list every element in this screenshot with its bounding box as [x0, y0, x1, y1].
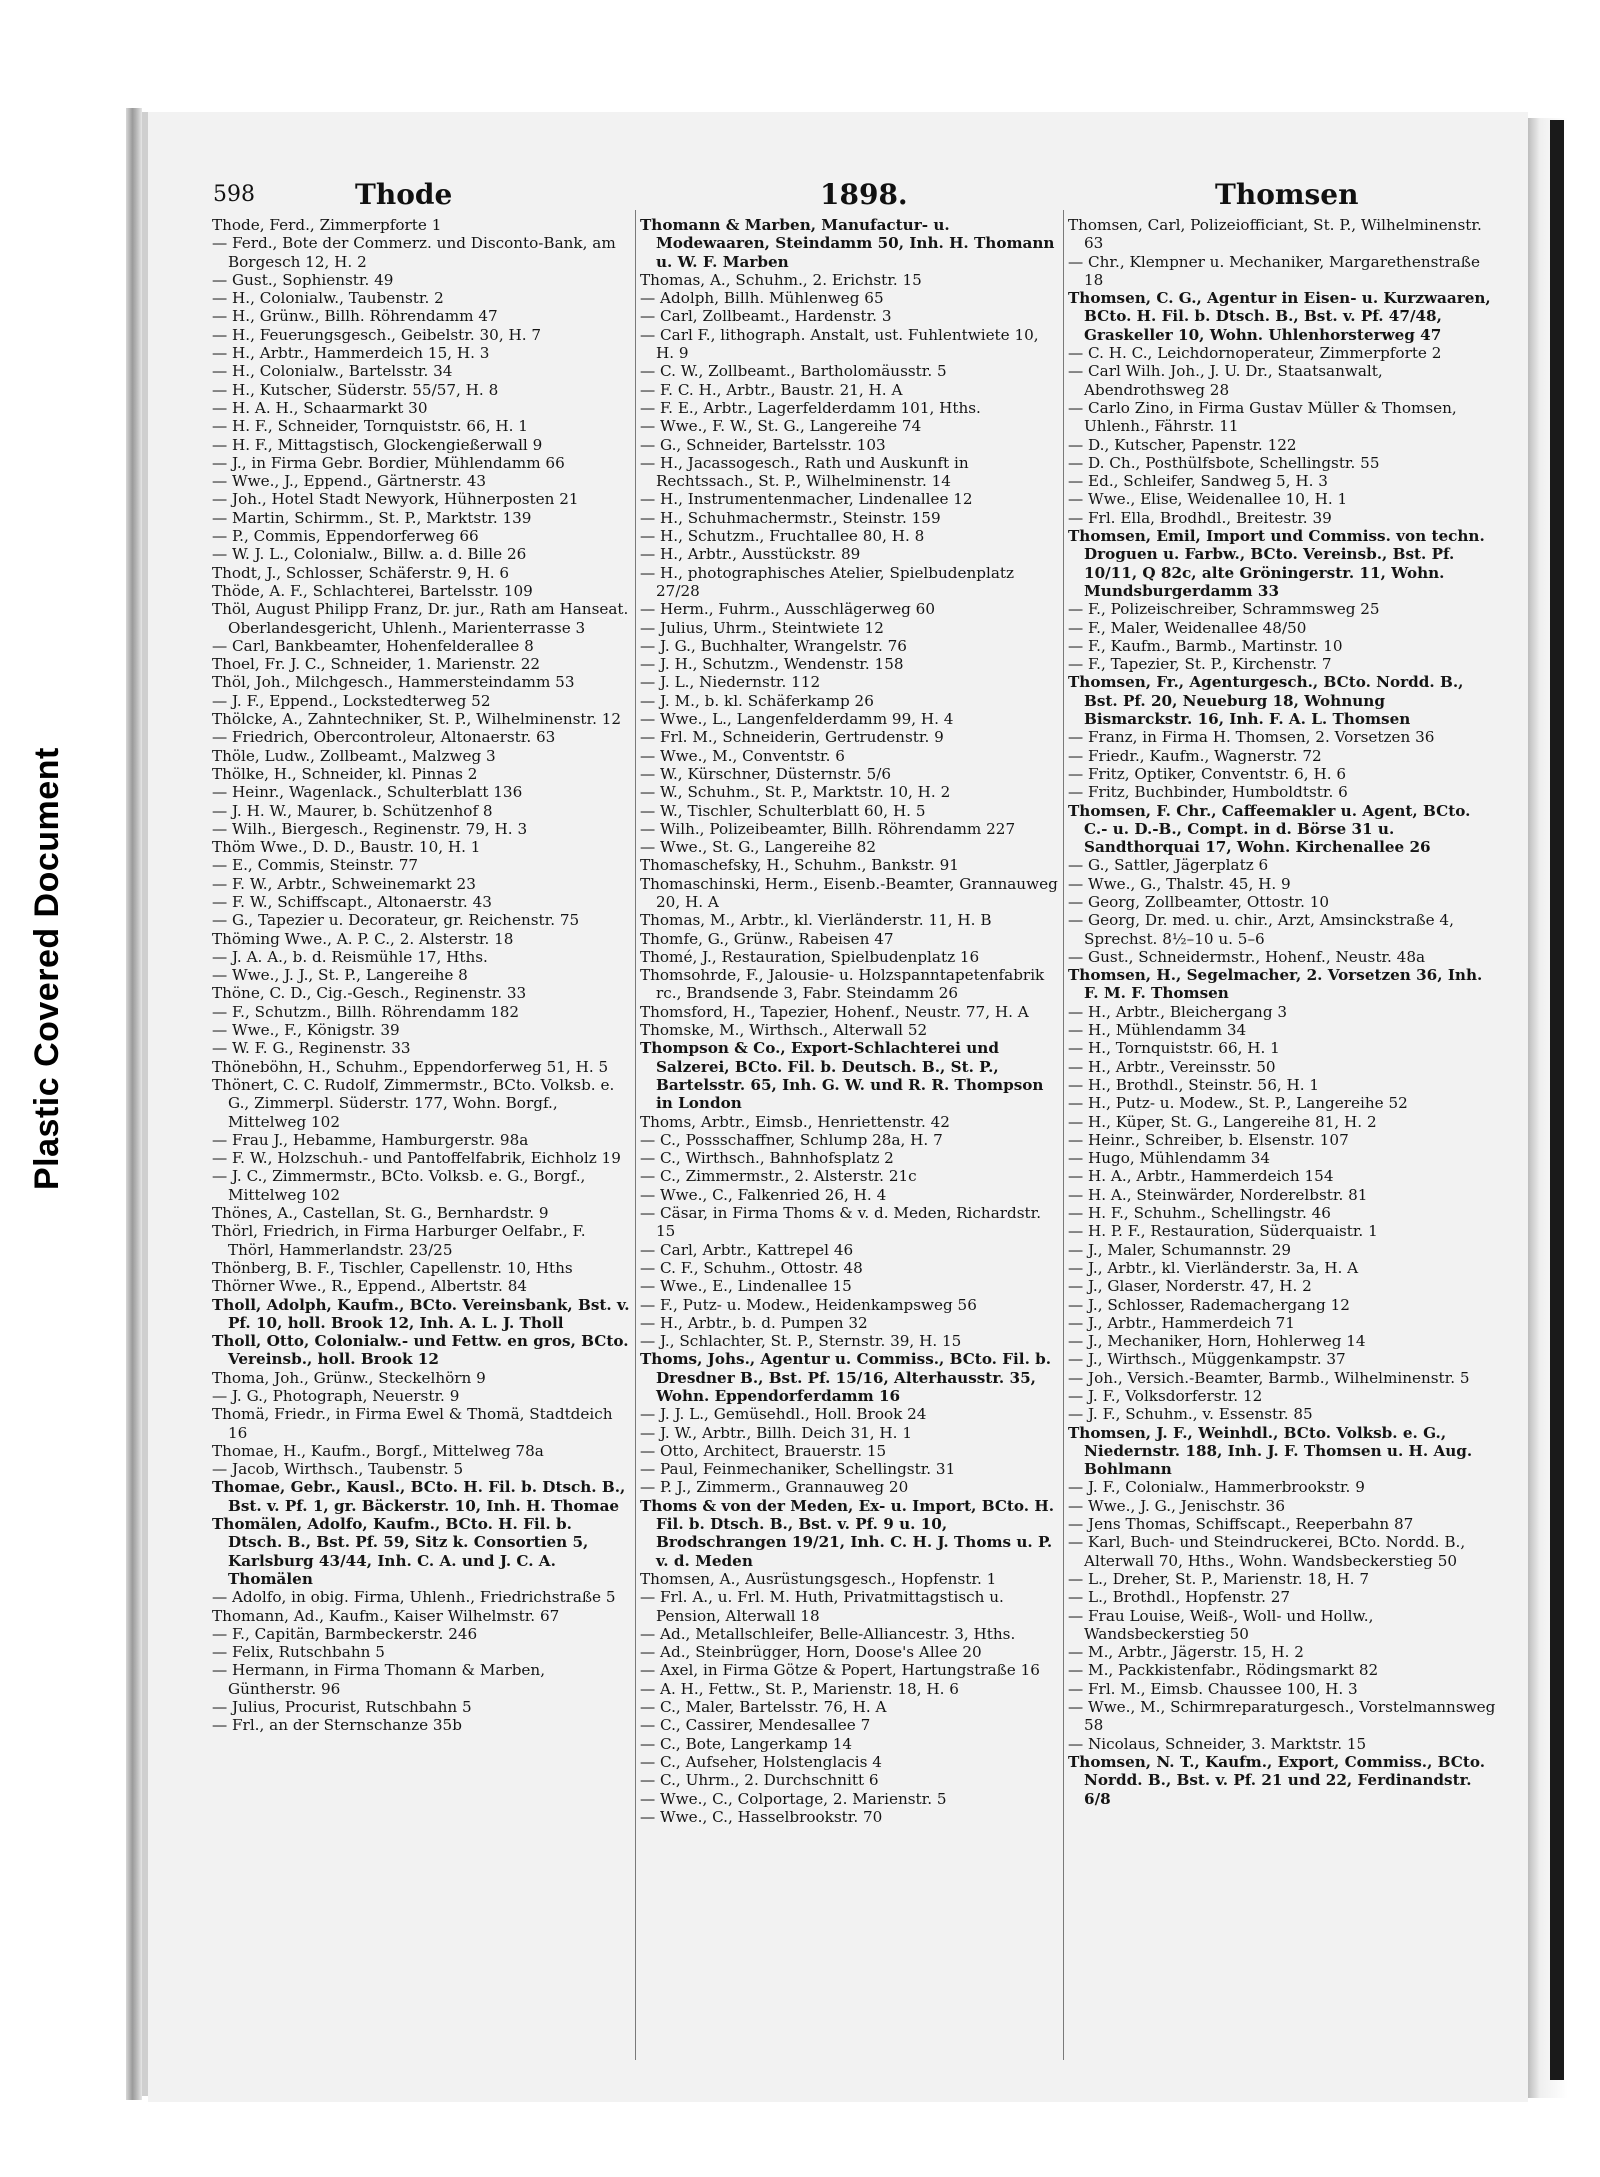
- directory-entry: — C., Aufseher, Holstenglacis 4: [640, 1752, 882, 1771]
- directory-entry: Thoms & von der Meden, Ex- u. Import, BCto. H. Fil. b. Dtsch. B., Bst. v. Pf. 9 u. 10, Brodschrangen 19/21, Inh. C. H. J. Thoms u. P. v. d. Meden: [640, 1496, 1054, 1570]
- directory-entry: — H., Schuhmachermstr., Steinstr. 159: [640, 508, 941, 527]
- column-divider: [1063, 210, 1064, 2060]
- directory-entry: — H. F., Schneider, Tornquiststr. 66, H. 1: [212, 417, 528, 436]
- directory-entry: — H., Arbtr., Hammerdeich 15, H. 3: [212, 344, 490, 363]
- directory-entry: — H., Jacassogesch., Rath und Auskunft in Rechtssach., St. P., Wilhelminenstr. 14: [640, 453, 969, 491]
- directory-entry: — C. W., Zollbeamt., Bartholomäusstr. 5: [640, 362, 947, 381]
- directory-entry: Thomsen, N. T., Kaufm., Export, Commiss., BCto. Nordd. B., Bst. v. Pf. 21 und 22, Ferdinandstr. 6/8: [1068, 1752, 1486, 1808]
- directory-entry: — H., Küper, St. G., Langereihe 81, H. 2: [1068, 1112, 1377, 1131]
- directory-entry: Thomfe, G., Grünw., Rabeisen 47: [640, 929, 894, 948]
- directory-entry: — M., Packkistenfabr., Rödingsmarkt 82: [1068, 1661, 1379, 1680]
- directory-entry: — H., Brothdl., Steinstr. 56, H. 1: [1068, 1075, 1320, 1094]
- directory-entry: — Franz, in Firma H. Thomsen, 2. Vorsetzen 36: [1068, 728, 1435, 747]
- directory-entry: — Felix, Rutschbahn 5: [212, 1643, 385, 1662]
- directory-entry: — Frl. M., Eimsb. Chaussee 100, H. 3: [1068, 1679, 1358, 1698]
- directory-entry: — H. A., Arbtr., Hammerdeich 154: [1068, 1167, 1334, 1186]
- directory-entry: Thomé, J., Restauration, Spielbudenplatz 16: [640, 947, 980, 966]
- plastic-covered-label: Plastic Covered Document: [28, 747, 66, 1190]
- directory-entry: Thomas, M., Arbtr., kl. Vierländerstr. 11, H. B: [640, 911, 992, 930]
- directory-entry: — Georg, Zollbeamter, Ottostr. 10: [1068, 892, 1330, 911]
- directory-entry: — H., Putz- u. Modew., St. P., Langereihe 52: [1068, 1094, 1408, 1113]
- directory-entry: Thönberg, B. F., Tischler, Capellenstr. 10, Hths: [212, 1258, 573, 1277]
- directory-entry: — H., Arbtr., Vereinsstr. 50: [1068, 1057, 1276, 1076]
- directory-entry: — H. A., Steinwärder, Norderelbstr. 81: [1068, 1185, 1368, 1204]
- directory-entry: — C., Cassirer, Mendesallee 7: [640, 1716, 871, 1735]
- directory-column-3: [1068, 216, 1498, 2056]
- directory-entry: — J., Mechaniker, Horn, Hohlerweg 14: [1068, 1332, 1366, 1351]
- directory-entry: Thomsen, A., Ausrüstungsgesch., Hopfenstr. 1: [640, 1569, 997, 1588]
- directory-entry: — F., Tapezier, St. P., Kirchenstr. 7: [1068, 655, 1332, 674]
- directory-entry: Thomsen, F. Chr., Caffeemakler u. Agent, BCto. C.- u. D.-B., Compt. in d. Börse 31 u. Sandthorquai 17, Wohn. Kirchenallee 26: [1068, 801, 1471, 857]
- directory-entry: Thöde, A. F., Schlachterei, Bartelsstr. 109: [212, 581, 533, 600]
- directory-entry: — Wwe., G., Thalstr. 45, H. 9: [1068, 874, 1291, 893]
- directory-entry: — C., Zimmermstr., 2. Alsterstr. 21c: [640, 1167, 917, 1186]
- directory-entry: — D., Kutscher, Papenstr. 122: [1068, 435, 1297, 454]
- directory-entry: — H., Tornquiststr. 66, H. 1: [1068, 1039, 1280, 1058]
- directory-entry: Thöne, C. D., Cig.-Gesch., Reginenstr. 33: [212, 984, 527, 1003]
- directory-entry: — Wwe., St. G., Langereihe 82: [640, 838, 876, 857]
- directory-entry: — C., Possschaffner, Schlump 28a, H. 7: [640, 1130, 943, 1149]
- directory-entry: — Martin, Schirmm., St. P., Marktstr. 139: [212, 508, 532, 527]
- directory-entry: — J., in Firma Gebr. Bordier, Mühlendamm 66: [212, 453, 565, 472]
- directory-entry: — Friedr., Kaufm., Wagnerstr. 72: [1068, 746, 1322, 765]
- directory-entry: — Frau Louise, Weiß-, Woll- und Hollw., Wandsbeckerstieg 50: [1068, 1606, 1374, 1643]
- directory-entry: — Heinr., Wagenlack., Schulterblatt 136: [212, 783, 523, 802]
- directory-entry: — Carl F., lithograph. Anstalt, ust. Fuhlentwiete 10, H. 9: [640, 325, 1039, 363]
- directory-entry: — Wwe., J. G., Jenischstr. 36: [1068, 1496, 1285, 1515]
- directory-entry: — F. W., Arbtr., Schweinemarkt 23: [212, 874, 476, 893]
- directory-entry: Thode, Ferd., Zimmerpforte 1: [212, 216, 442, 234]
- directory-entry: — H., Kutscher, Süderstr. 55/57, H. 8: [212, 380, 499, 399]
- directory-entry: — F., Polizeischreiber, Schrammsweg 25: [1068, 600, 1380, 619]
- directory-entry: — Ferd., Bote der Commerz. und Disconto-Bank, am Borgesch 12, H. 2: [212, 234, 616, 271]
- directory-entry: — Julius, Uhrm., Steintwiete 12: [640, 618, 884, 637]
- directory-entry: — H., Arbtr., Ausstückstr. 89: [640, 545, 861, 564]
- directory-entry: — M., Arbtr., Jägerstr. 15, H. 2: [1068, 1643, 1304, 1662]
- directory-entry: — G., Schneider, Bartelsstr. 103: [640, 435, 886, 454]
- directory-entry: — W., Tischler, Schulterblatt 60, H. 5: [640, 801, 926, 820]
- directory-entry: — Carl Wilh. Joh., J. U. Dr., Staatsanwalt, Abendrothsweg 28: [1068, 362, 1383, 399]
- directory-entry: — F. C. H., Arbtr., Baustr. 21, H. A: [640, 380, 903, 399]
- directory-entry: — Julius, Procurist, Rutschbahn 5: [212, 1698, 472, 1717]
- directory-entry: — H. A. H., Schaarmarkt 30: [212, 398, 428, 417]
- directory-entry: Thomaschefsky, H., Schuhm., Bankstr. 91: [640, 856, 959, 875]
- directory-entry: — Wwe., J., Eppend., Gärtnerstr. 43: [212, 472, 487, 491]
- directory-entry: — F., Maler, Weidenallee 48/50: [1068, 618, 1307, 637]
- directory-entry: — Nicolaus, Schneider, 3. Marktstr. 15: [1068, 1734, 1367, 1753]
- directory-entry: Thomann & Marben, Manufactur- u. Modewaaren, Steindamm 50, Inh. H. Thomann u. W. F. Marben: [640, 216, 1055, 271]
- directory-entry: Thörl, Friedrich, in Firma Harburger Oelfabr., F. Thörl, Hammerlandstr. 23/25: [212, 1222, 586, 1259]
- directory-entry: — H., Colonialw., Taubenstr. 2: [212, 289, 444, 308]
- directory-entry: — Wwe., F., Königstr. 39: [212, 1021, 400, 1040]
- directory-entry: — P. J., Zimmerm., Grannauweg 20: [640, 1478, 909, 1497]
- directory-entry: — J. W., Arbtr., Billh. Deich 31, H. 1: [640, 1423, 912, 1442]
- directory-entry: Thompson & Co., Export-Schlachterei und Salzerei, BCto. Fil. b. Deutsch. B., St. P., Bartelsstr. 65, Inh. G. W. und R. R. Thompson in London: [640, 1039, 1044, 1113]
- directory-entry: — Friedrich, Obercontroleur, Altonaerstr. 63: [212, 728, 556, 747]
- directory-entry: — Jacob, Wirthsch., Taubenstr. 5: [212, 1460, 464, 1479]
- directory-entry: — Wwe., J. J., St. P., Langereihe 8: [212, 966, 468, 985]
- directory-entry: — Gust., Sophienstr. 49: [212, 270, 394, 289]
- directory-entry: — Carl, Bankbeamter, Hohenfelderallee 8: [212, 636, 534, 655]
- directory-entry: — C., Maler, Bartelsstr. 76, H. A: [640, 1698, 887, 1717]
- directory-entry: — Ad., Steinbrügger, Horn, Doose's Allee 20: [640, 1643, 982, 1662]
- directory-entry: Thomsen, Fr., Agenturgesch., BCto. Nordd. B., Bst. Pf. 20, Neueburg 18, Wohnung Bismarckstr. 16, Inh. F. A. L. Thomsen: [1068, 673, 1464, 729]
- directory-entry: — H., Grünw., Billh. Röhrendamm 47: [212, 307, 498, 326]
- directory-entry: — Karl, Buch- und Steindruckerei, BCto. Nordd. B., Alterwall 70, Hths., Wohn. Wandsbeckerstieg 50: [1068, 1533, 1466, 1570]
- header-left-word: Thode: [355, 178, 453, 211]
- directory-entry: — J., Glaser, Norderstr. 47, H. 2: [1068, 1277, 1312, 1296]
- directory-entry: — Frl. Ella, Brodhdl., Breitestr. 39: [1068, 508, 1332, 527]
- directory-entry: — Wwe., C., Colportage, 2. Marienstr. 5: [640, 1789, 947, 1808]
- directory-entry: — Hermann, in Firma Thomann & Marben, Güntherstr. 96: [212, 1661, 546, 1698]
- directory-entry: — Otto, Architect, Brauerstr. 15: [640, 1441, 887, 1460]
- directory-entry: — H., Colonialw., Bartelsstr. 34: [212, 362, 453, 381]
- directory-entry: — Adolph, Billh. Mühlenweg 65: [640, 289, 884, 308]
- directory-entry: — Herm., Fuhrm., Ausschlägerweg 60: [640, 600, 936, 619]
- directory-entry: — J., Maler, Schumannstr. 29: [1068, 1240, 1292, 1259]
- directory-entry: — F., Kaufm., Barmb., Martinstr. 10: [1068, 636, 1343, 655]
- directory-entry: — J., Arbtr., Hammerdeich 71: [1068, 1313, 1295, 1332]
- directory-entry: — H., Arbtr., Bleichergang 3: [1068, 1002, 1288, 1021]
- directory-entry: — J. G., Buchhalter, Wrangelstr. 76: [640, 636, 907, 655]
- directory-entry: — J. F., Volksdorferstr. 12: [1068, 1387, 1263, 1405]
- directory-entry: — J. A. A., b. d. Reismühle 17, Hths.: [212, 947, 488, 966]
- directory-entry: — F., Schutzm., Billh. Röhrendamm 182: [212, 1002, 520, 1021]
- directory-entry: — J. M., b. kl. Schäferkamp 26: [640, 691, 874, 710]
- directory-entry: Tholl, Adolph, Kaufm., BCto. Vereinsbank, Bst. v. Pf. 10, holl. Brook 12, Inh. A. L. J. Tholl: [212, 1295, 630, 1332]
- directory-entry: Thöle, Ludw., Zollbeamt., Malzweg 3: [212, 746, 496, 765]
- directory-entry: — L., Brothdl., Hopfenstr. 27: [1068, 1588, 1291, 1607]
- directory-entry: — J. F., Eppend., Lockstedterweg 52: [212, 691, 491, 710]
- directory-entry: Thölcke, A., Zahntechniker, St. P., Wilhelminenstr. 12: [212, 710, 622, 729]
- directory-entry: — H., Schutzm., Fruchtallee 80, H. 8: [640, 527, 925, 546]
- directory-entry: — C., Wirthsch., Bahnhofsplatz 2: [640, 1149, 894, 1168]
- directory-entry: — H. F., Mittagstisch, Glockengießerwall 9: [212, 435, 543, 454]
- directory-entry: Thoms, Arbtr., Eimsb., Henriettenstr. 42: [640, 1112, 950, 1131]
- directory-entry: — G., Tapezier u. Decorateur, gr. Reichenstr. 75: [212, 911, 580, 930]
- directory-entry: — C. H. C., Leichdornoperateur, Zimmerpforte 2: [1068, 344, 1442, 363]
- directory-entry: — J., Schlosser, Rademachergang 12: [1068, 1295, 1350, 1314]
- directory-entry: — J. F., Colonialw., Hammerbrookstr. 9: [1068, 1478, 1365, 1497]
- directory-entry: Thomsen, C. G., Agentur in Eisen- u. Kurzwaaren, BCto. H. Fil. b. Dtsch. B., Bst. v. Pf. 47/48, Graskeller 10, Wohn. Uhlenhorsterweg 47: [1068, 289, 1491, 344]
- directory-entry: — P., Commis, Eppendorferweg 66: [212, 527, 479, 546]
- directory-entry: — Wwe., E., Lindenallee 15: [640, 1277, 852, 1296]
- directory-entry: — L., Dreher, St. P., Marienstr. 18, H. 7: [1068, 1569, 1369, 1588]
- column-divider: [635, 210, 636, 2060]
- page-header: [205, 178, 1505, 214]
- directory-entry: Thomae, Gebr., Kausl., BCto. H. Fil. b. Dtsch. B., Bst. v. Pf. 1, gr. Bäckerstr. 10, Inh. H. Thomae: [212, 1478, 626, 1515]
- header-year: 1898.: [820, 178, 908, 211]
- directory-entry: — Chr., Klempner u. Mechaniker, Margarethenstraße 18: [1068, 252, 1480, 289]
- directory-entry: — Wwe., M., Schirmreparaturgesch., Vorstelmannsweg 58: [1068, 1698, 1496, 1735]
- directory-entry: — H. F., Schuhm., Schellingstr. 46: [1068, 1204, 1331, 1223]
- directory-entry: Thodt, J., Schlosser, Schäferstr. 9, H. 6: [212, 563, 510, 582]
- directory-entry: — Wwe., F. W., St. G., Langereihe 74: [640, 417, 922, 436]
- directory-entry: Tholl, Otto, Colonialw.- und Fettw. en gros, BCto. Vereinsb., holl. Brook 12: [212, 1332, 629, 1369]
- directory-entry: — F. W., Schiffscapt., Altonaerstr. 43: [212, 892, 492, 911]
- directory-entry: — Jens Thomas, Schiffscapt., Reeperbahn 87: [1068, 1515, 1414, 1534]
- directory-entry: Thönes, A., Castellan, St. G., Bernhardstr. 9: [212, 1204, 549, 1223]
- directory-entry: — C., Uhrm., 2. Durchschnitt 6: [640, 1771, 879, 1790]
- directory-entry: — Joh., Versich.-Beamter, Barmb., Wilhelminenstr. 5: [1068, 1368, 1470, 1387]
- directory-entry: Thöl, August Philipp Franz, Dr. jur., Rath am Hanseat. Oberlandesgericht, Uhlenh., Marienterrasse 3: [212, 600, 629, 637]
- directory-entry: — Georg, Dr. med. u. chir., Arzt, Amsinckstraße 4, Sprechst. 8½–10 u. 5–6: [1068, 911, 1454, 948]
- directory-entry: — F., Putz- u. Modew., Heidenkampsweg 56: [640, 1295, 977, 1314]
- directory-entry: Thöming Wwe., A. P. C., 2. Alsterstr. 18: [212, 929, 514, 948]
- directory-entry: — Joh., Hotel Stadt Newyork, Hühnerposten 21: [212, 490, 579, 509]
- directory-entry: — J. F., Schuhm., v. Essenstr. 85: [1068, 1405, 1313, 1424]
- directory-entry: — A. H., Fettw., St. P., Marienstr. 18, H. 6: [640, 1679, 959, 1698]
- directory-entry: — F. E., Arbtr., Lagerfelderdamm 101, Hths.: [640, 398, 981, 417]
- directory-entry: — W. J. L., Colonialw., Billw. a. d. Bille 26: [212, 545, 527, 564]
- directory-column-1: [212, 216, 630, 2056]
- directory-entry: — J. L., Niedernstr. 112: [640, 673, 821, 692]
- directory-entry: — E., Commis, Steinstr. 77: [212, 856, 419, 875]
- directory-entry: — H., photographisches Atelier, Spielbudenplatz 27/28: [640, 563, 1015, 600]
- directory-entry: — Fritz, Optiker, Conventstr. 6, H. 6: [1068, 764, 1347, 783]
- directory-entry: Thomaschinski, Herm., Eisenb.-Beamter, Grannauweg 20, H. A: [640, 874, 1058, 911]
- directory-entry: — H., Arbtr., b. d. Pumpen 32: [640, 1313, 868, 1332]
- dark-page-border: [1550, 120, 1564, 2080]
- directory-entry: Thomsen, Emil, Import und Commiss. von techn. Droguen u. Farbw., BCto. Vereinsb., Bst. Pf. 10/11, Q 82c, alte Gröningerstr. 11, Wohn. Mundsburgerdamm 33: [1068, 527, 1485, 600]
- directory-entry: — Wwe., C., Falkenried 26, H. 4: [640, 1185, 887, 1204]
- directory-entry: Thomälen, Adolfo, Kaufm., BCto. H. Fil. b. Dtsch. B., Bst. Pf. 59, Sitz k. Consortien 5, Karlsburg 43/44, Inh. C. A. und J. C. A. Thomälen: [212, 1515, 589, 1588]
- directory-entry: — F., Capitän, Barmbeckerstr. 246: [212, 1624, 478, 1643]
- directory-entry: — F. W., Holzschuh.- und Pantoffelfabrik, Eichholz 19: [212, 1149, 621, 1168]
- directory-entry: Thomann, Ad., Kaufm., Kaiser Wilhelmstr. 67: [212, 1606, 560, 1625]
- directory-entry: Thönert, C. C. Rudolf, Zimmermstr., BCto. Volksb. e. G., Zimmerpl. Süderstr. 177, Wohn. Borgf., Mittelweg 102: [212, 1075, 615, 1131]
- directory-entry: — Carlo Zino, in Firma Gustav Müller & Thomsen, Uhlenh., Fährstr. 11: [1068, 398, 1457, 436]
- directory-entry: Thomas, A., Schuhm., 2. Erichstr. 15: [640, 270, 922, 289]
- directory-entry: — Heinr., Schreiber, b. Elsenstr. 107: [1068, 1130, 1349, 1149]
- directory-entry: Thomsford, H., Tapezier, Hohenf., Neustr. 77, H. A: [640, 1002, 1029, 1021]
- directory-entry: — Hugo, Mühlendamm 34: [1068, 1149, 1271, 1168]
- directory-entry: — J. H. W., Maurer, b. Schützenhof 8: [212, 801, 493, 820]
- directory-entry: — Paul, Feinmechaniker, Schellingstr. 31: [640, 1460, 956, 1479]
- directory-entry: — J., Wirthsch., Müggenkampstr. 37: [1068, 1350, 1346, 1369]
- directory-entry: Thoel, Fr. J. C., Schneider, 1. Marienstr. 22: [212, 655, 541, 674]
- directory-entry: — W., Kürschner, Düsternstr. 5/6: [640, 764, 892, 783]
- directory-entry: — J. J. L., Gemüsehdl., Holl. Brook 24: [640, 1405, 927, 1424]
- page-number: 598: [213, 182, 255, 207]
- directory-entry: — J. G., Photograph, Neuerstr. 9: [212, 1387, 460, 1405]
- directory-entry: — J. H., Schutzm., Wendenstr. 158: [640, 655, 904, 674]
- directory-entry: — Frau J., Hebamme, Hamburgerstr. 98a: [212, 1130, 529, 1149]
- directory-entry: Thomsen, Carl, Polizeiofficiant, St. P., Wilhelminenstr. 63: [1068, 216, 1482, 253]
- directory-entry: — Carl, Zollbeamt., Hardenstr. 3: [640, 307, 892, 326]
- directory-entry: — Ed., Schleifer, Sandweg 5, H. 3: [1068, 472, 1328, 491]
- directory-entry: Thomsohrde, F., Jalousie- u. Holzspanntapetenfabrik rc., Brandsende 3, Fabr. Steindamm 26: [640, 966, 1045, 1003]
- directory-column-2: [640, 216, 1060, 2056]
- directory-entry: — J. C., Zimmermstr., BCto. Volksb. e. G., Borgf., Mittelweg 102: [212, 1167, 586, 1204]
- directory-entry: — Frl. A., u. Frl. M. Huth, Privatmittagstisch u. Pension, Alterwall 18: [640, 1588, 1004, 1625]
- directory-entry: — Wwe., C., Hasselbrookstr. 70: [640, 1807, 883, 1826]
- directory-entry: Thomske, M., Wirthsch., Alterwall 52: [640, 1021, 928, 1040]
- directory-entry: — Wwe., L., Langenfelderdamm 99, H. 4: [640, 710, 954, 729]
- book-spine: [126, 108, 142, 2100]
- directory-entry: — J., Schlachter, St. P., Sternstr. 39, H. 15: [640, 1332, 962, 1351]
- directory-entry: — Ad., Metallschleifer, Belle-Alliancestr. 3, Hths.: [640, 1624, 1016, 1643]
- directory-entry: — H., Instrumentenmacher, Lindenallee 12: [640, 490, 973, 509]
- directory-entry: Thoms, Johs., Agentur u. Commiss., BCto. Fil. b. Dresdner B., Bst. Pf. 15/16, Alterhausstr. 35, Wohn. Eppendorferdamm 16: [640, 1350, 1052, 1405]
- directory-entry: — Fritz, Buchbinder, Humboldtstr. 6: [1068, 783, 1348, 802]
- directory-entry: — Gust., Schneidermstr., Hohenf., Neustr. 48a: [1068, 947, 1426, 966]
- directory-entry: Thöneböhn, H., Schuhm., Eppendorferweg 51, H. 5: [212, 1057, 609, 1076]
- directory-entry: — Cäsar, in Firma Thoms & v. d. Meden, Richardstr. 15: [640, 1204, 1042, 1241]
- directory-entry: — H., Mühlendamm 34: [1068, 1021, 1247, 1040]
- directory-entry: Thölke, H., Schneider, kl. Pinnas 2: [212, 764, 478, 783]
- directory-entry: Thomsen, J. F., Weinhdl., BCto. Volksb. e. G., Niedernstr. 188, Inh. J. F. Thomsen u. H. Aug. Bohlmann: [1068, 1423, 1473, 1479]
- directory-entry: — G., Sattler, Jägerplatz 6: [1068, 856, 1269, 875]
- directory-entry: — Axel, in Firma Götze & Popert, Hartungstraße 16: [640, 1661, 1040, 1680]
- directory-entry: — Wilh., Polizeibeamter, Billh. Röhrendamm 227: [640, 819, 1016, 838]
- directory-entry: — W., Schuhm., St. P., Marktstr. 10, H. 2: [640, 783, 951, 802]
- directory-entry: — J., Arbtr., kl. Vierländerstr. 3a, H. A: [1068, 1258, 1359, 1277]
- directory-entry: Thöl, Joh., Milchgesch., Hammersteindamm 53: [212, 673, 575, 692]
- directory-entry: — C., Bote, Langerkamp 14: [640, 1734, 853, 1753]
- header-right-word: Thomsen: [1215, 178, 1359, 211]
- directory-entry: Thörner Wwe., R., Eppend., Albertstr. 84: [212, 1277, 528, 1296]
- directory-entry: — Frl. M., Schneiderin, Gertrudenstr. 9: [640, 728, 944, 747]
- directory-entry: — Frl., an der Sternschanze 35b: [212, 1716, 462, 1735]
- directory-entry: Thomae, H., Kaufm., Borgf., Mittelweg 78a: [212, 1441, 544, 1460]
- directory-entry: — Wwe., M., Conventstr. 6: [640, 746, 845, 765]
- directory-entry: — Wilh., Biergesch., Reginenstr. 79, H. 3: [212, 819, 528, 838]
- directory-entry: — C. F., Schuhm., Ottostr. 48: [640, 1258, 863, 1277]
- directory-entry: — H. P. F., Restauration, Süderquaistr. 1: [1068, 1222, 1378, 1241]
- directory-entry: — Carl, Arbtr., Kattrepel 46: [640, 1240, 854, 1259]
- directory-entry: — Adolfo, in obig. Firma, Uhlenh., Friedrichstraße 5: [212, 1588, 616, 1607]
- directory-entry: Thöm Wwe., D. D., Baustr. 10, H. 1: [212, 838, 481, 857]
- directory-entry: — W. F. G., Reginenstr. 33: [212, 1039, 411, 1058]
- directory-entry: Thoma, Joh., Grünw., Steckelhörn 9: [212, 1368, 486, 1387]
- directory-entry: Thomä, Friedr., in Firma Ewel & Thomä, Stadtdeich 16: [212, 1405, 613, 1442]
- directory-entry: — Wwe., Elise, Weidenallee 10, H. 1: [1068, 490, 1348, 509]
- directory-entry: Thomsen, H., Segelmacher, 2. Vorsetzen 36, Inh. F. M. F. Thomsen: [1068, 966, 1483, 1003]
- directory-entry: — H., Feuerungsgesch., Geibelstr. 30, H. 7: [212, 325, 542, 344]
- directory-entry: — D. Ch., Posthülfsbote, Schellingstr. 55: [1068, 453, 1380, 472]
